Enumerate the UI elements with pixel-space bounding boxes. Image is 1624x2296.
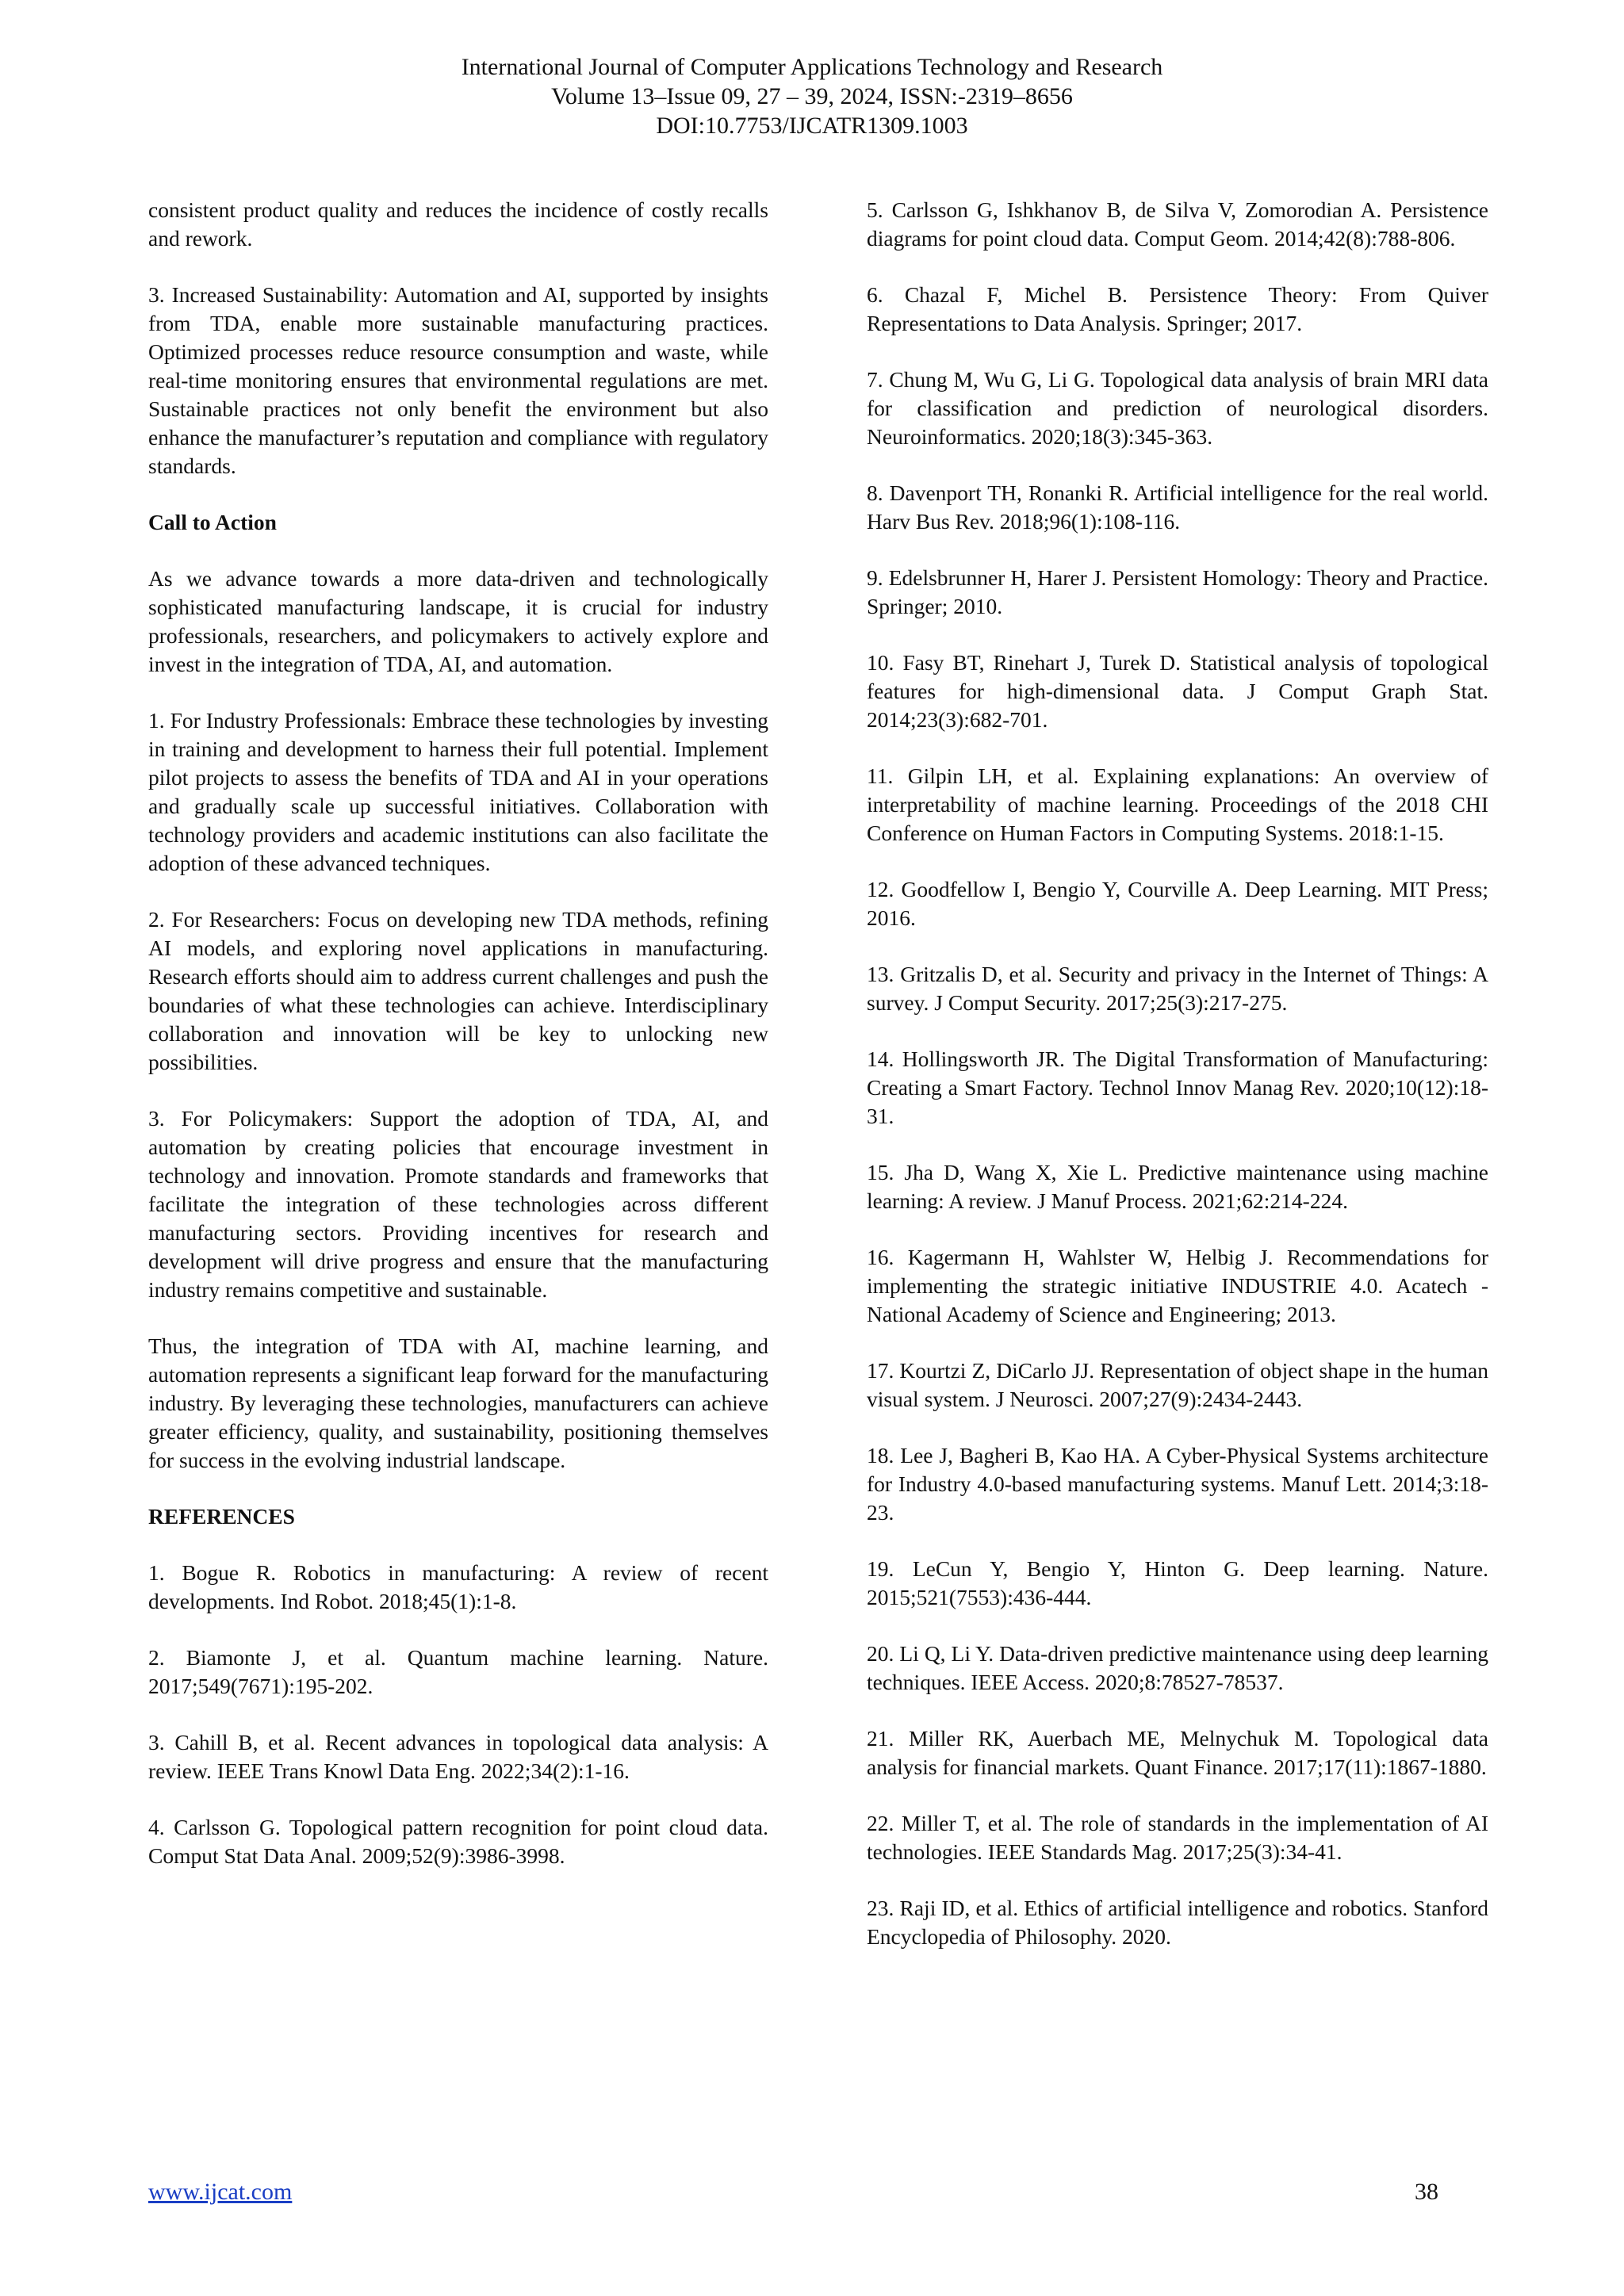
reference-item: 22. Miller T, et al. The role of standards in the implementation of AI technologies. IEEE Standards Mag. 2017;25(3):34-41. [867, 1811, 1488, 1864]
reference-item: 16. Kagermann H, Wahlster W, Helbig J. Recommendations for implementing the strategic initiative INDUSTRIE 4.0. Acatech - National Academy of Science and Engineering; 2013. [867, 1245, 1488, 1326]
journal-website-link[interactable]: www.ijcat.com [148, 2179, 293, 2205]
paragraph-call-intro: As we advance towards a more data-driven and technologically sophisticated manufacturing landscape, it is crucial for industry professionals, researchers, and policymakers to actively explore and invest in the integration of TDA, AI, and automation. [148, 566, 768, 676]
paragraph-continuation: consistent product quality and reduces the incidence of costly recalls and rework. [148, 197, 768, 251]
journal-header [0, 52, 1624, 140]
reference-item: 18. Lee J, Bagheri B, Kao HA. A Cyber-Physical Systems architecture for Industry 4.0-based manufacturing systems. Manuf Lett. 2014;3:18-23. [867, 1443, 1488, 1525]
journal-doi: DOI:10.7753/IJCATR1309.1003 [656, 113, 968, 139]
reference-item: 7. Chung M, Wu G, Li G. Topological data analysis of brain MRI data for classification and prediction of neurological disorders. Neuroinformatics. 2020;18(3):345-363. [867, 367, 1488, 449]
left-column [148, 196, 768, 1898]
paragraph-policymakers: 3. For Policymakers: Support the adoption of TDA, AI, and automation by creating policies that encourage investment in technology and innovation. Promote standards and frameworks that facilitate the integration of these technologies across different manufacturing sectors. Providing incentives for research and development will drive progress and ensure that the manufacturing industry remains competitive and sustainable. [148, 1106, 768, 1302]
reference-item: 10. Fasy BT, Rinehart J, Turek D. Statistical analysis of topological features for high-dimensional data. J Comput Graph Stat. 2014;23(3):682-701. [867, 650, 1488, 732]
reference-item: 21. Miller RK, Auerbach ME, Melnychuk M. Topological data analysis for financial markets. Quant Finance. 2017;17(11):1867-1880. [867, 1726, 1488, 1779]
heading-references: REFERENCES [148, 1504, 295, 1529]
reference-item: 3. Cahill B, et al. Recent advances in topological data analysis: A review. IEEE Trans Knowl Data Eng. 2022;34(2):1-16. [148, 1730, 768, 1783]
paragraph-researchers: 2. For Researchers: Focus on developing new TDA methods, refining AI models, and exploring novel applications in manufacturing. Research efforts should aim to address current challenges and push the boundaries of what these technologies can achieve. Interdisciplinary collaboration and innovation will be key to unlocking new possibilities. [148, 907, 768, 1074]
journal-title: International Journal of Computer Applications Technology and Research [461, 54, 1163, 80]
reference-item: 2. Biamonte J, et al. Quantum machine learning. Nature. 2017;549(7671):195-202. [148, 1645, 768, 1698]
reference-item: 17. Kourtzi Z, DiCarlo JJ. Representation of object shape in the human visual system. J Neurosci. 2007;27(9):2434-2443. [867, 1358, 1488, 1411]
reference-item: 14. Hollingsworth JR. The Digital Transformation of Manufacturing: Creating a Smart Factory. Technol Innov Manag Rev. 2020;10(12):18-31. [867, 1047, 1488, 1128]
heading-call-to-action: Call to Action [148, 510, 277, 534]
reference-item: 15. Jha D, Wang X, Xie L. Predictive maintenance using machine learning: A review. J Manuf Process. 2021;62:214-224. [867, 1160, 1488, 1213]
paragraph-industry-professionals: 1. For Industry Professionals: Embrace these technologies by investing in training and development to harness their full potential. Implement pilot projects to assess the benefits of TDA and AI in your operations and gradually scale up successful initiatives. Collaboration with technology providers and academic institutions can also facilitate the adoption of these advanced techniques. [148, 708, 768, 875]
reference-item: 4. Carlsson G. Topological pattern recognition for point cloud data. Comput Stat Data Anal. 2009;52(9):3986-3998. [148, 1815, 768, 1868]
reference-item: 8. Davenport TH, Ronanki R. Artificial intelligence for the real world. Harv Bus Rev. 2018;96(1):108-116. [867, 480, 1488, 534]
reference-item: 23. Raji ID, et al. Ethics of artificial intelligence and robotics. Stanford Encyclopedia of Philosophy. 2020. [867, 1896, 1488, 1949]
reference-item: 1. Bogue R. Robotics in manufacturing: A review of recent developments. Ind Robot. 2018;45(1):1-8. [148, 1560, 768, 1613]
reference-item: 20. Li Q, Li Y. Data-driven predictive maintenance using deep learning techniques. IEEE Access. 2020;8:78527-78537. [867, 1641, 1488, 1694]
reference-item: 9. Edelsbrunner H, Harer J. Persistent Homology: Theory and Practice. Springer; 2010. [867, 565, 1488, 618]
reference-item: 11. Gilpin LH, et al. Explaining explanations: An overview of interpretability of machine learning. Proceedings of the 2018 CHI Conference on Human Factors in Computing Systems. 2018:1-15. [867, 763, 1488, 845]
reference-item: 13. Gritzalis D, et al. Security and privacy in the Internet of Things: A survey. J Comput Security. 2017;25(3):217-275. [867, 962, 1488, 1015]
journal-volume: Volume 13–Issue 09, 27 – 39, 2024, ISSN:-2319–8656 [551, 83, 1073, 109]
paragraph-conclusion: Thus, the integration of TDA with AI, machine learning, and automation represents a significant leap forward for the manufacturing industry. By leveraging these technologies, manufacturers can achieve greater efficiency, quality, and sustainability, positioning themselves for success in the evolving industrial landscape. [148, 1334, 768, 1472]
reference-item: 5. Carlsson G, Ishkhanov B, de Silva V, Zomorodian A. Persistence diagrams for point cloud data. Comput Geom. 2014;42(8):788-806. [867, 197, 1488, 251]
reference-item: 6. Chazal F, Michel B. Persistence Theory: From Quiver Representations to Data Analysis. Springer; 2017. [867, 282, 1488, 335]
reference-item: 19. LeCun Y, Bengio Y, Hinton G. Deep learning. Nature. 2015;521(7553):436-444. [867, 1556, 1488, 1609]
paragraph-sustainability: 3. Increased Sustainability: Automation and AI, supported by insights from TDA, enable more sustainable manufacturing practices. Optimized processes reduce resource consumption and waste, while real-time monitoring ensures that environmental regulations are met. Sustainable practices not only benefit the environment but also enhance the manufacturer’s reputation and compliance with regulatory standards. [148, 282, 768, 478]
right-column [867, 196, 1488, 1979]
page-number: 38 [1415, 2179, 1438, 2205]
reference-item: 12. Goodfellow I, Bengio Y, Courville A. Deep Learning. MIT Press; 2016. [867, 877, 1488, 930]
